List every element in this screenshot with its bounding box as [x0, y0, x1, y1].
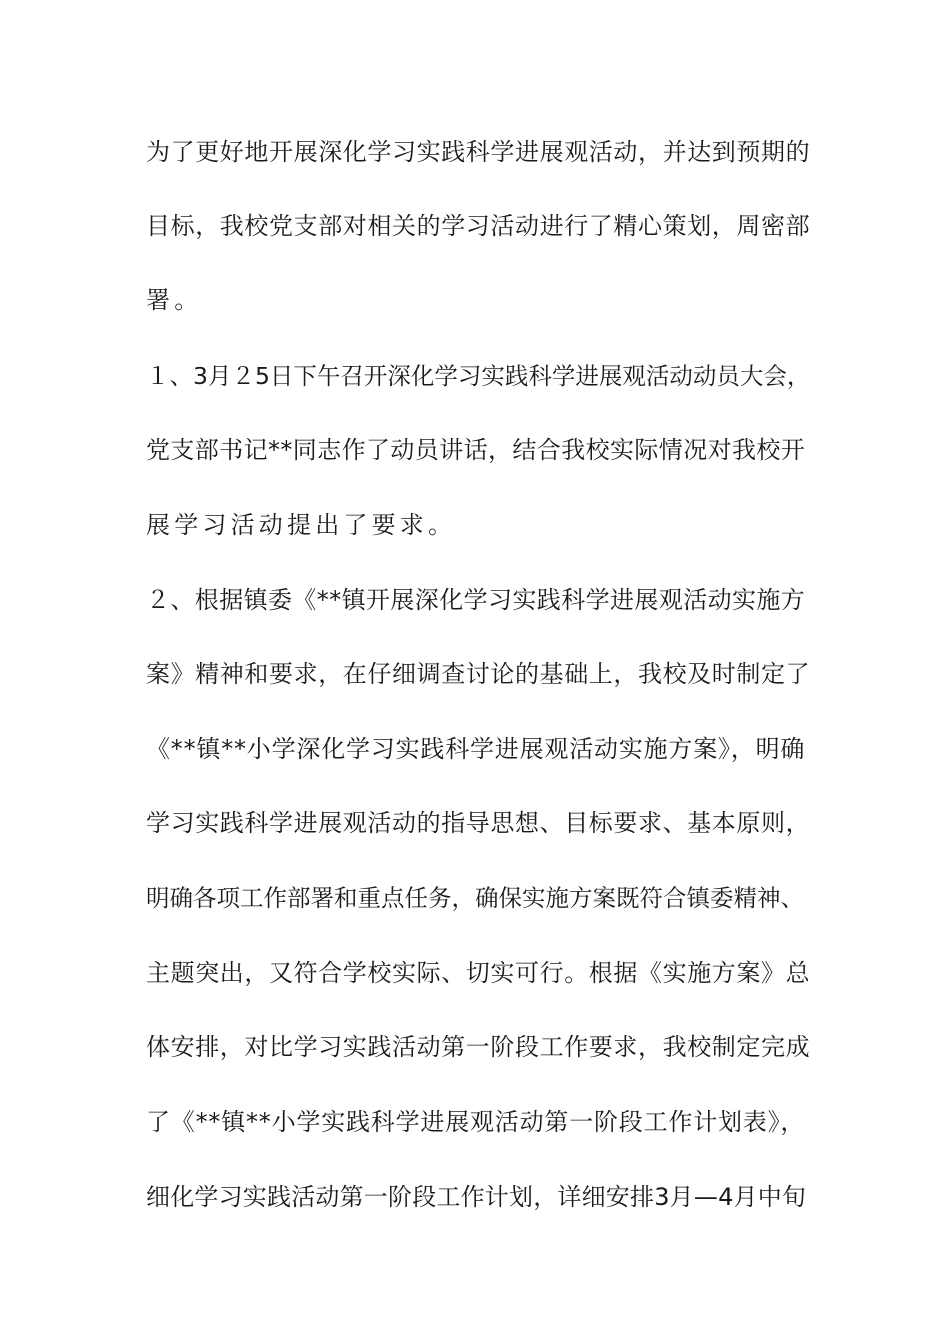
text-line: 了《**镇**小学实践科学进展观活动第一阶段工作计划表》，	[146, 1108, 806, 1136]
text-line: 明确各项工作部署和重点任务，确保实施方案既符合镇委精神、	[146, 884, 804, 912]
text-line: 案》精神和要求，在仔细调查讨论的基础上，我校及时制定了	[146, 660, 811, 688]
text-line: 为了更好地开展深化学习实践科学进展观活动，并达到预期的	[146, 138, 811, 166]
text-line: 展学习活动提出了要求。	[146, 511, 457, 539]
text-line: 署。	[146, 286, 203, 314]
text-line: 目标，我校党支部对相关的学习活动进行了精心策划，周密部	[146, 212, 811, 240]
text-line: 细化学习实践活动第一阶段工作计划，详细安排3月—4月中旬	[146, 1183, 807, 1211]
text-line: 主题突出，又符合学校实际、切实可行。根据《实施方案》总	[146, 959, 811, 987]
text-line: 体安排，对比学习实践活动第一阶段工作要求，我校制定完成	[146, 1033, 811, 1061]
text-line: ２、根据镇委《**镇开展深化学习实践科学进展观活动实施方	[146, 586, 806, 614]
text-line: 学习实践科学进展观活动的指导思想、目标要求、基本原则，	[146, 809, 811, 837]
text-line: 党支部书记**同志作了动员讲话，结合我校实际情况对我校开	[146, 436, 806, 464]
text-line: １、3月２5日下午召开深化学习实践科学进展观活动动员大会，	[146, 362, 811, 390]
text-line: 《**镇**小学深化学习实践科学进展观活动实施方案》，明确	[146, 735, 806, 763]
